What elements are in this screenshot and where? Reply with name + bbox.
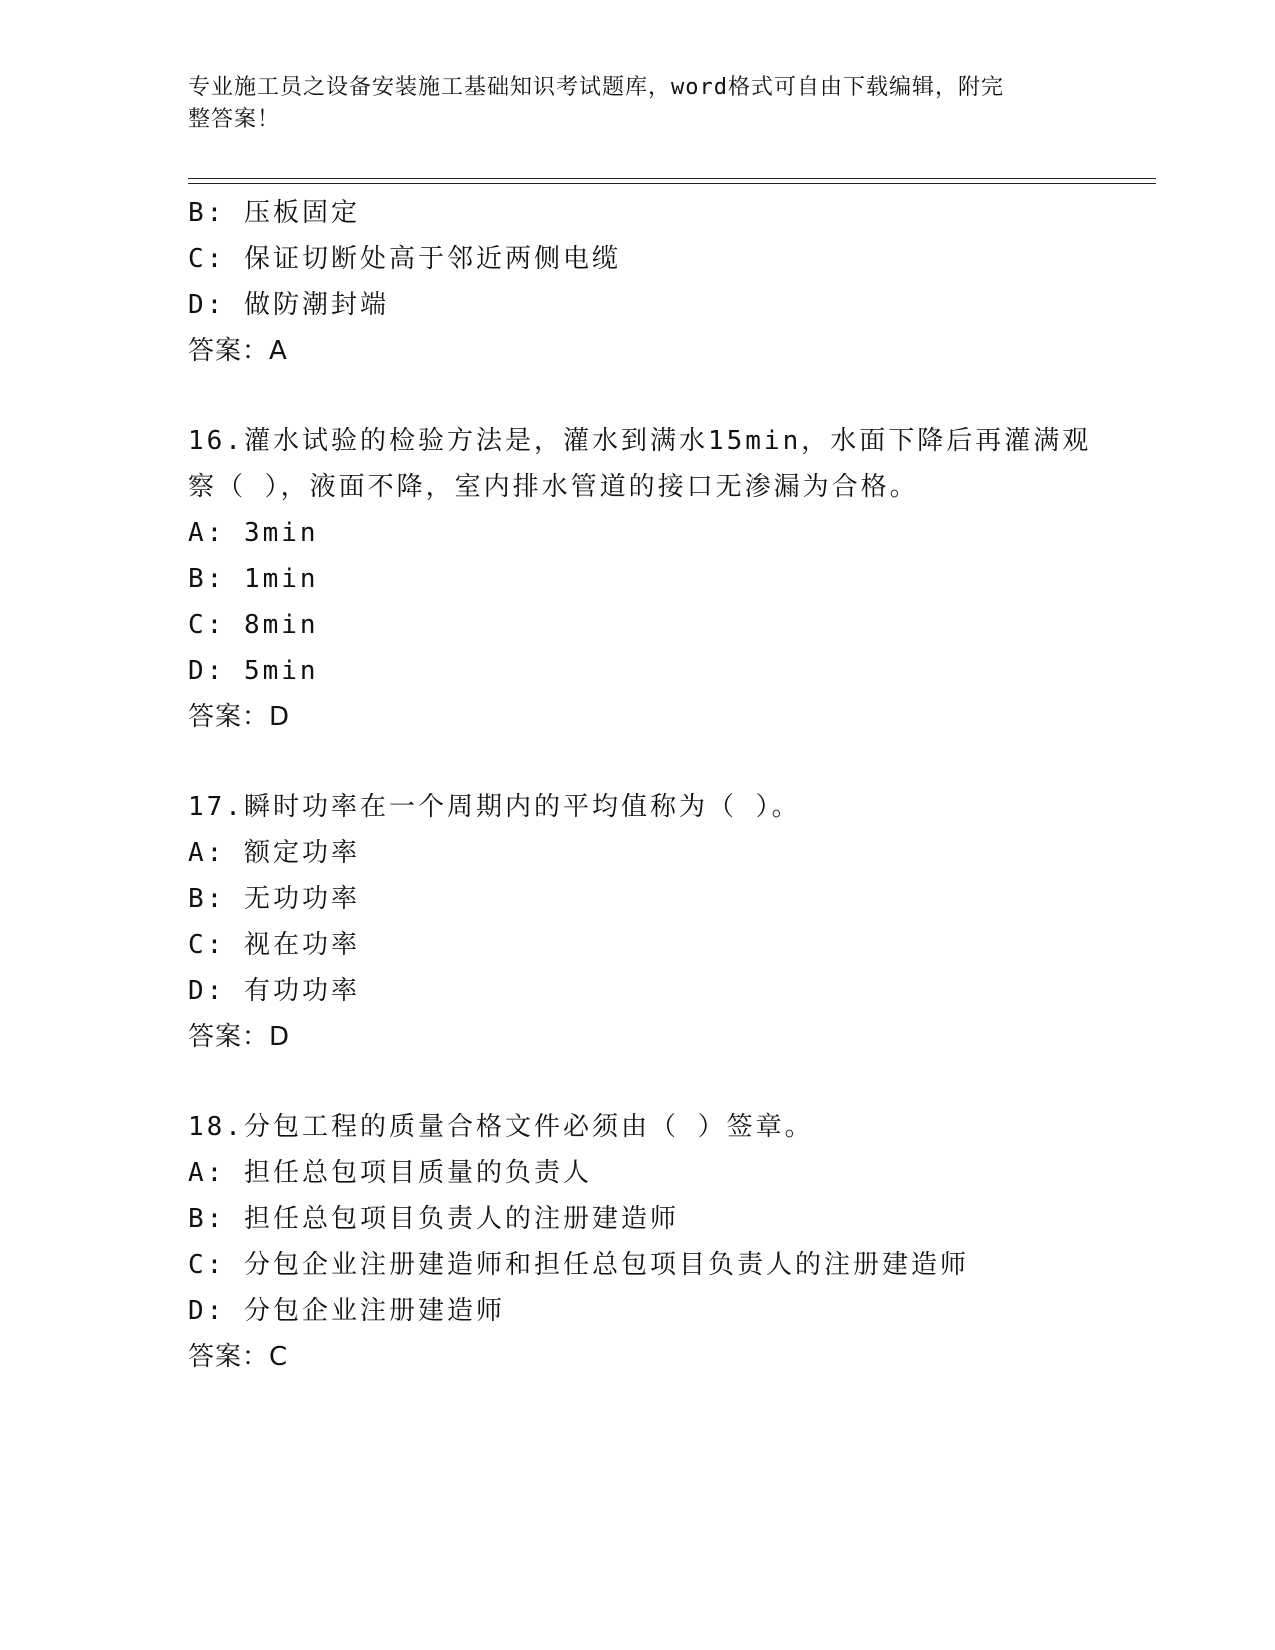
option-c: C: 视在功率 bbox=[188, 930, 360, 960]
option-b: B: 压板固定 bbox=[188, 198, 360, 228]
question-text: 18.分包工程的质量合格文件必须由（ ）签章。 bbox=[188, 1112, 814, 1142]
document-body bbox=[188, 190, 1092, 1380]
question-text: 17.瞬时功率在一个周期内的平均值称为（ ）。 bbox=[188, 792, 801, 822]
question-17 bbox=[188, 784, 1088, 1060]
option-b: B: 担任总包项目负责人的注册建造师 bbox=[188, 1204, 679, 1234]
header-divider-top bbox=[188, 178, 1156, 179]
option-c: C: 分包企业注册建造师和担任总包项目负责人的注册建造师 bbox=[188, 1250, 969, 1280]
answer-line: 答案：D bbox=[188, 702, 291, 732]
option-d: D: 分包企业注册建造师 bbox=[188, 1296, 505, 1326]
header-divider-bottom bbox=[188, 183, 1156, 184]
question-text-line-2: 察（ ），液面不降，室内排水管道的接口无渗漏为合格。 bbox=[188, 472, 919, 502]
header-line-1: 专业施工员之设备安装施工基础知识考试题库，word格式可自由下载编辑，附完 bbox=[188, 75, 1004, 100]
option-a: A: 额定功率 bbox=[188, 838, 360, 868]
option-a: A: 担任总包项目质量的负责人 bbox=[188, 1158, 592, 1188]
option-c: C: 保证切断处高于邻近两侧电缆 bbox=[188, 244, 621, 274]
option-d: D: 做防潮封端 bbox=[188, 290, 389, 320]
answer-line: 答案：C bbox=[188, 1342, 289, 1372]
option-b: B: 1min bbox=[188, 564, 319, 594]
answer-line: 答案：A bbox=[188, 336, 288, 366]
option-b: B: 无功功率 bbox=[188, 884, 360, 914]
option-c: C: 8min bbox=[188, 610, 319, 640]
option-d: D: 有功功率 bbox=[188, 976, 360, 1006]
question-18 bbox=[188, 1104, 1088, 1380]
option-d: D: 5min bbox=[188, 656, 319, 686]
document-header bbox=[188, 72, 1068, 136]
question-text-line-1: 16.灌水试验的检验方法是，灌水到满水15min，水面下降后再灌满观 bbox=[188, 426, 1092, 456]
question-16 bbox=[188, 418, 1092, 740]
header-line-2: 整答案！ bbox=[188, 107, 281, 132]
question-15-continued bbox=[188, 190, 1088, 374]
answer-line: 答案：D bbox=[188, 1022, 291, 1052]
option-a: A: 3min bbox=[188, 518, 319, 548]
